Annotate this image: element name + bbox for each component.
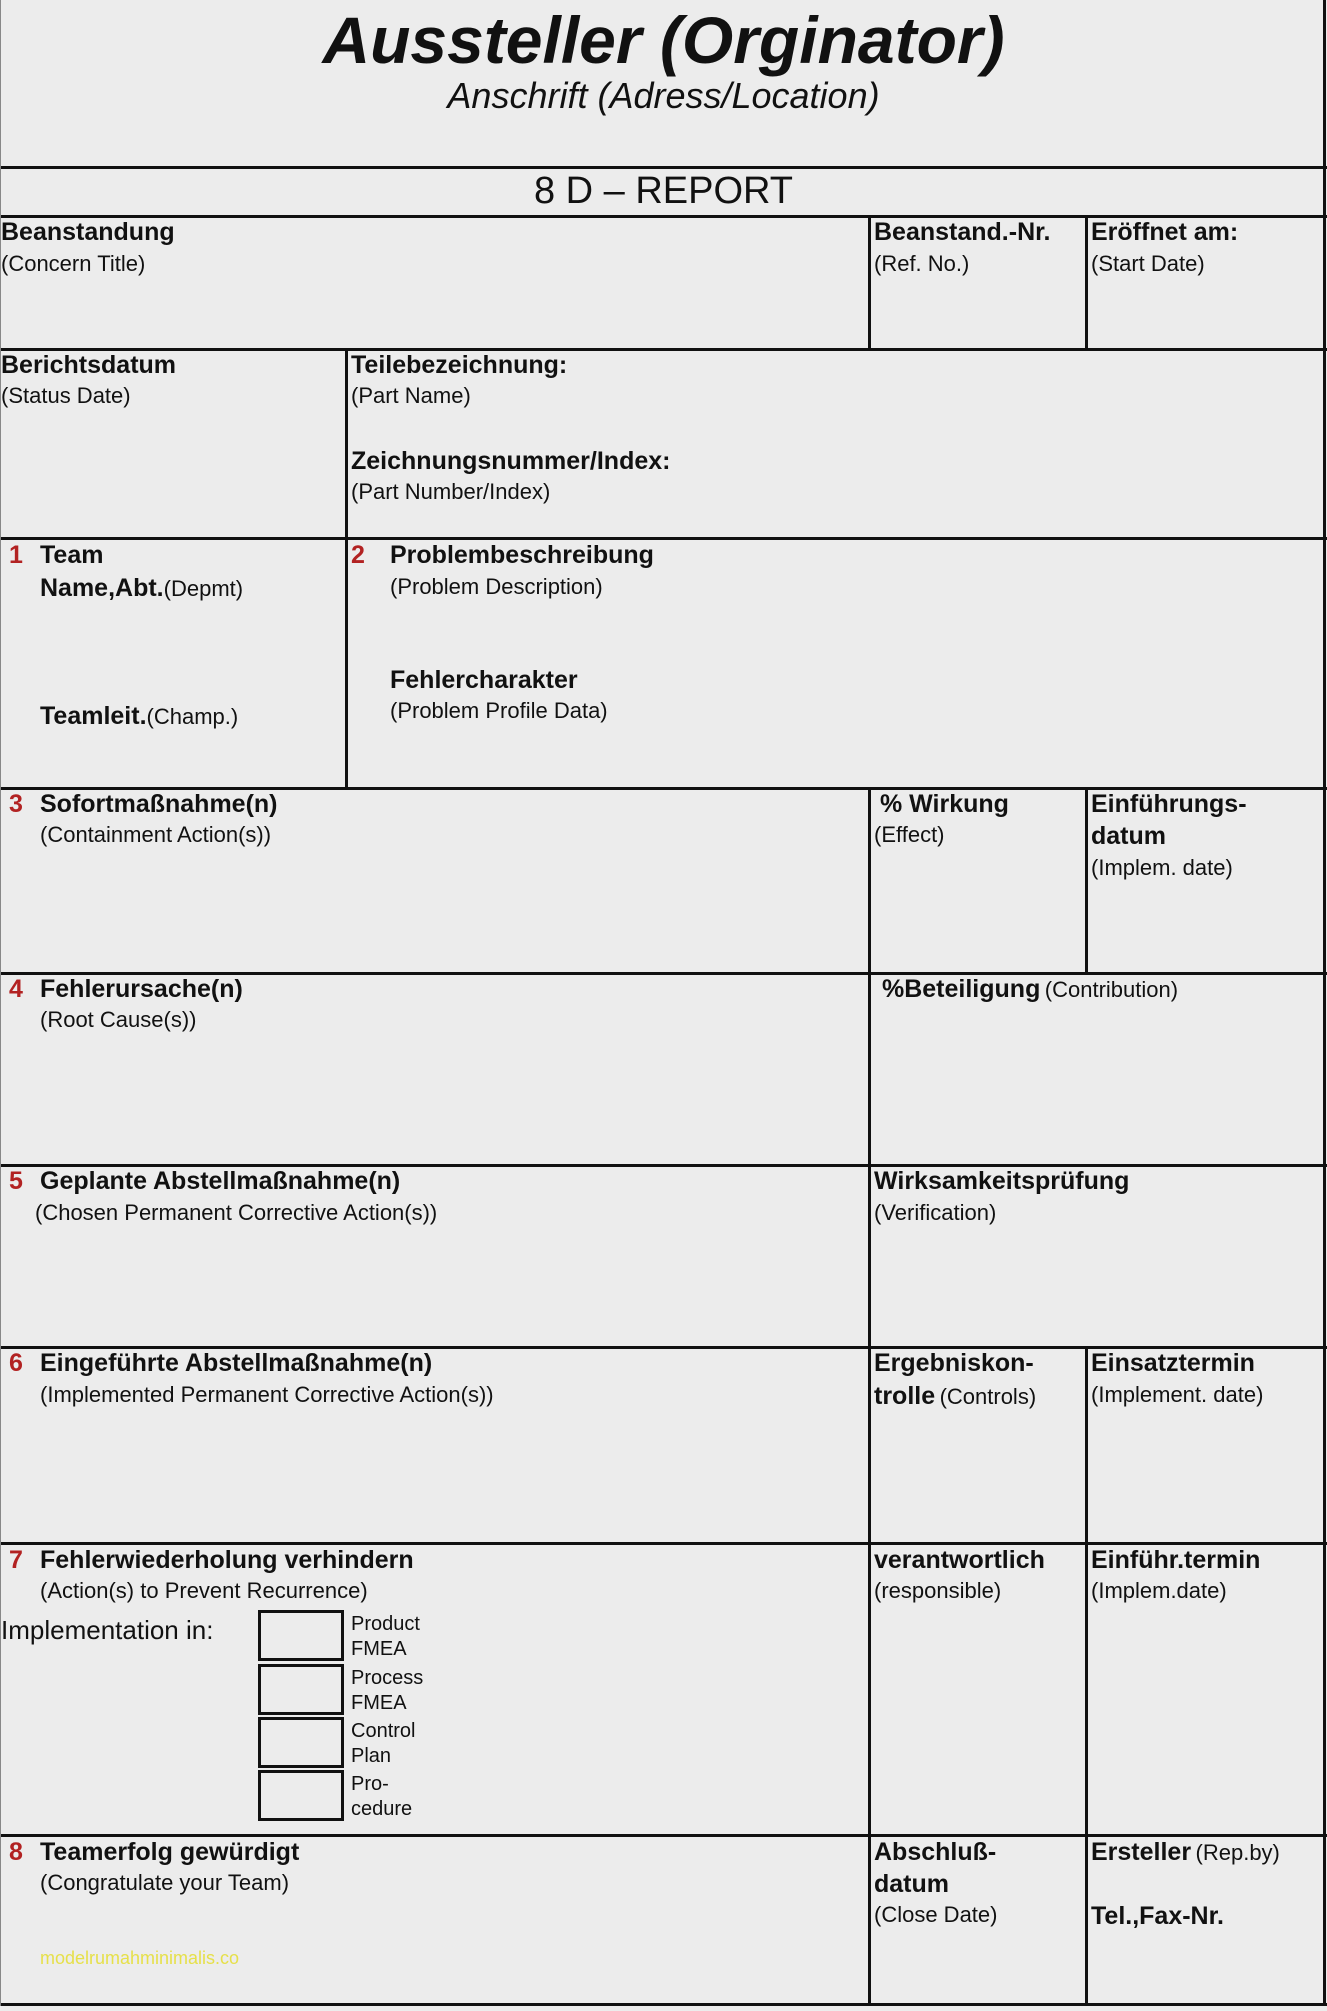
border [1323, 0, 1326, 2006]
section-number: 3 [9, 790, 23, 818]
option-line: Product [351, 1613, 420, 1635]
implemented-action-sublabel: (Implemented Permanent Corrective Action(s)) [40, 1382, 494, 1407]
section-number: 2 [351, 541, 365, 569]
contribution-sublabel: (Contribution) [1044, 977, 1179, 1002]
reported-by-title: Ersteller [1091, 1838, 1192, 1866]
concern-label: Beanstandung [1, 218, 175, 246]
implem-termin-label: Einführ.termin [1091, 1546, 1261, 1574]
option-line: Process [351, 1667, 424, 1689]
responsible-label: verantwortlich [874, 1546, 1045, 1574]
implement-date-label: Einsatztermin [1091, 1349, 1255, 1377]
control-plan-checkbox[interactable] [258, 1717, 344, 1768]
section-number: 6 [9, 1349, 23, 1377]
section-number: 4 [9, 975, 23, 1003]
verification-label: Wirksamkeitsprüfung [874, 1167, 1130, 1195]
implement-date-sublabel: (Implement. date) [1091, 1382, 1264, 1407]
prevent-recurrence-label: Fehlerwiederholung verhindern [40, 1546, 414, 1574]
option-line: Plan [351, 1745, 392, 1767]
watermark: modelrumahminimalis.co [40, 1948, 240, 1968]
start-date-label: Eröffnet am: [1091, 218, 1239, 246]
border [0, 0, 1, 2006]
address-subtitle: Anschrift (Adress/Location) [447, 75, 880, 116]
containment-label: Sofortmaßnahme(n) [40, 790, 278, 818]
effect-label: % Wirkung [880, 790, 1009, 818]
process-fmea-checkbox[interactable] [258, 1664, 344, 1715]
containment-sublabel: (Containment Action(s)) [40, 822, 272, 847]
close-date-label-2: datum [874, 1870, 949, 1898]
effect-sublabel: (Effect) [874, 822, 945, 847]
lead-label: Teamleit. [40, 702, 147, 730]
section-number: 5 [9, 1167, 23, 1195]
close-date-sublabel: (Close Date) [874, 1902, 998, 1927]
controls-title: trolle [874, 1382, 936, 1410]
option-line: Pro- [351, 1773, 389, 1795]
divider [1085, 1346, 1088, 2005]
concern-sublabel: (Concern Title) [1, 251, 146, 276]
option-label [351, 1719, 415, 1769]
implementation-in-label: Implementation in: [1, 1615, 214, 1645]
team-label: Team [40, 541, 104, 569]
start-date-sublabel: (Start Date) [1091, 251, 1205, 276]
product-fmea-checkbox[interactable] [258, 1610, 344, 1661]
lead-sublabel: (Champ.) [146, 704, 239, 729]
section-number: 8 [9, 1838, 23, 1866]
planned-action-label: Geplante Abstellmaßnahme(n) [40, 1167, 401, 1195]
part-number-label: Zeichnungsnummer/Index: [351, 447, 671, 475]
divider [0, 1542, 1327, 1545]
implementation-date-label: Einführungs- [1091, 790, 1247, 818]
option-label [351, 1772, 412, 1822]
section-number: 1 [9, 541, 23, 569]
verification-sublabel: (Verification) [874, 1200, 997, 1225]
problem-profile-sublabel: (Problem Profile Data) [390, 698, 608, 723]
status-date-sublabel: (Status Date) [1, 383, 131, 408]
part-name-label: Teilebezeichnung: [351, 351, 568, 379]
section-number: 7 [9, 1546, 23, 1574]
divider [345, 348, 348, 789]
divider [0, 348, 1327, 351]
option-line: cedure [351, 1798, 413, 1820]
implementation-date-label-2: datum [1091, 822, 1166, 850]
controls-sublabel: (Controls) [939, 1384, 1037, 1409]
prevent-recurrence-sublabel: (Action(s) to Prevent Recurrence) [40, 1578, 368, 1603]
option-label [351, 1666, 423, 1716]
divider [0, 1834, 1327, 1837]
part-number-sublabel: (Part Number/Index) [351, 479, 551, 504]
root-cause-sublabel: (Root Cause(s)) [40, 1007, 197, 1032]
implementation-date-sublabel: (Implem. date) [1091, 855, 1233, 880]
status-date-label: Berichtsdatum [1, 351, 177, 379]
root-cause-label: Fehlerursache(n) [40, 975, 243, 1003]
tel-fax-label: Tel.,Fax-Nr. [1091, 1902, 1224, 1930]
problem-description-label: Problembeschreibung [390, 541, 654, 569]
close-date-label: Abschluß- [874, 1838, 997, 1866]
option-label [351, 1612, 420, 1662]
divider [868, 787, 871, 2005]
problem-description-sublabel: (Problem Description) [390, 574, 603, 599]
problem-profile-label: Fehlercharakter [390, 666, 578, 694]
contribution-label [882, 975, 1178, 1004]
divider [0, 2003, 1327, 2006]
divider [1085, 787, 1088, 974]
name-sublabel: (Depmt) [163, 576, 244, 601]
implem-termin-sublabel: (Implem.date) [1091, 1578, 1227, 1603]
implemented-action-label: Eingeführte Abstellmaßnahme(n) [40, 1349, 433, 1377]
contribution-title: %Beteiligung [882, 975, 1041, 1003]
name-label: Name,Abt. [40, 574, 164, 602]
ref-label: Beanstand.-Nr. [874, 218, 1051, 246]
divider [1085, 215, 1088, 350]
reported-by-sublabel: (Rep.by) [1195, 1840, 1280, 1865]
divider [0, 166, 1327, 169]
ref-sublabel: (Ref. No.) [874, 251, 970, 276]
option-line: FMEA [351, 1638, 407, 1660]
team-congrats-sublabel: (Congratulate your Team) [40, 1870, 290, 1895]
reported-by-label [1091, 1838, 1280, 1867]
divider [868, 215, 871, 350]
divider [0, 537, 1327, 540]
originator-title: Aussteller (Orginator) [322, 3, 1005, 77]
team-congrats-label: Teamerfolg gewürdigt [40, 1838, 300, 1866]
option-line: Control [351, 1720, 416, 1742]
responsible-sublabel: (responsible) [874, 1578, 1002, 1603]
controls-label: Ergebniskon- [874, 1349, 1034, 1377]
procedure-checkbox[interactable] [258, 1770, 344, 1821]
part-name-sublabel: (Part Name) [351, 383, 471, 408]
planned-action-sublabel: (Chosen Permanent Corrective Action(s)) [35, 1200, 438, 1225]
controls-label-2 [874, 1382, 1036, 1411]
team-name-label [40, 574, 243, 603]
report-title: 8 D – REPORT [533, 170, 794, 212]
team-lead-label [40, 702, 238, 731]
option-line: FMEA [351, 1692, 407, 1714]
